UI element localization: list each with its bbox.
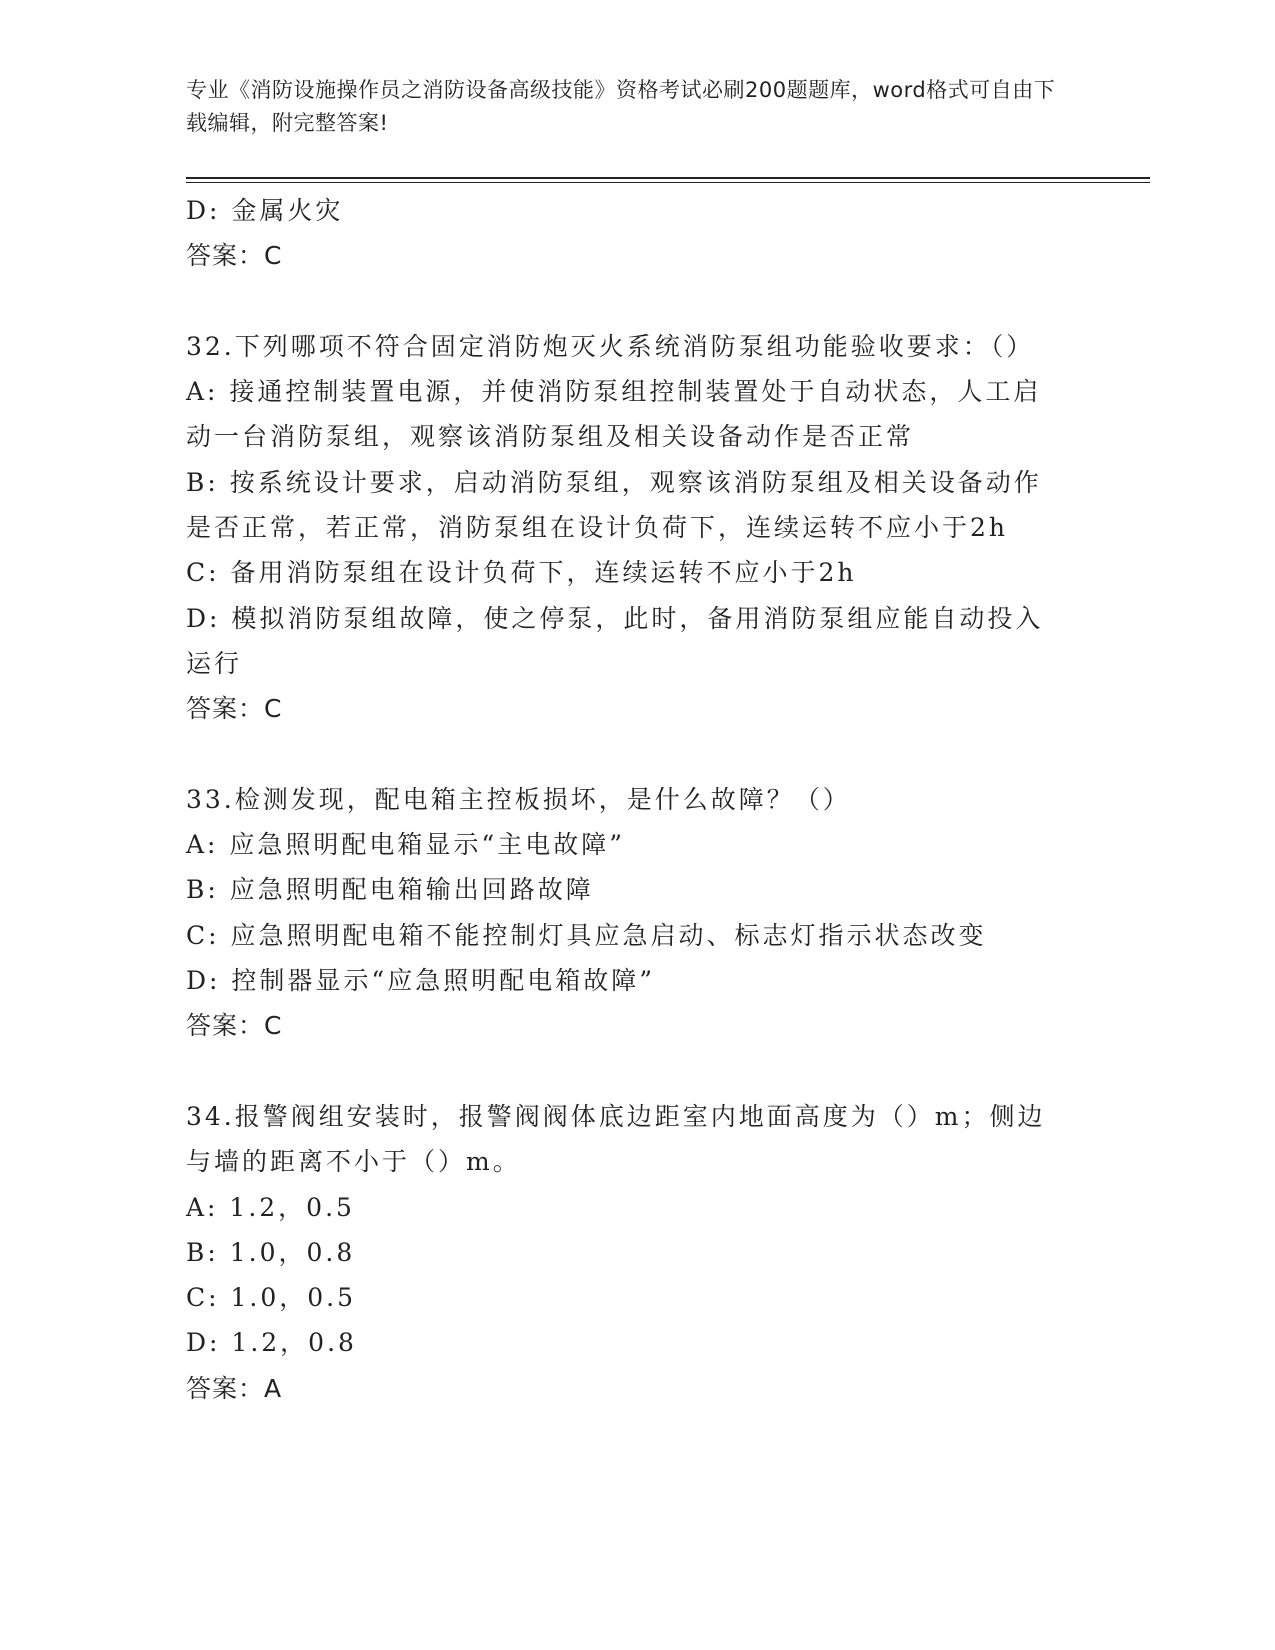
- question-stem: 33.检测发现，配电箱主控板损坏，是什么故障？（）: [186, 784, 851, 814]
- document-header: 专业《消防设施操作员之消防设备高级技能》资格考试必刷200题题库，word格式可自由下载编辑，附完整答案!: [186, 78, 1056, 135]
- question-stem: 32.下列哪项不符合固定消防炮灭火系统消防泵组功能验收要求：（）: [186, 331, 1035, 361]
- question-option-line: D: 控制器显示“应急照明配电箱故障”: [186, 966, 655, 996]
- question-option-line: C: 1.0，0.5: [186, 1283, 357, 1313]
- question-option-line: B: 1.0，0.8: [186, 1237, 356, 1267]
- header-rule-thick: [186, 177, 1150, 179]
- question-stem: 与墙的距离不小于（）m。: [186, 1147, 521, 1177]
- question-34: [186, 1094, 1086, 1411]
- question-answer: 答案：A: [186, 1373, 283, 1403]
- question-content: [186, 188, 1086, 1411]
- question-stem: 34.报警阀组安装时，报警阀阀体底边距室内地面高度为（）m；侧边: [186, 1101, 1046, 1131]
- question-answer: 答案：C: [186, 1011, 283, 1041]
- question-option-line: B: 按系统设计要求，启动消防泵组，观察该消防泵组及相关设备动作: [186, 467, 1042, 497]
- question-33: [186, 777, 1086, 1049]
- question-option-line: D: 模拟消防泵组故障，使之停泵，此时，备用消防泵组应能自动投入: [186, 603, 1044, 633]
- question-option-line: B: 应急照明配电箱输出回路故障: [186, 875, 594, 905]
- question-option-line: C: 应急照明配电箱不能控制灯具应急启动、标志灯指示状态改变: [186, 920, 987, 950]
- question-option-line: 动一台消防泵组，观察该消防泵组及相关设备动作是否正常: [186, 422, 915, 452]
- question-option-line: A: 接通控制装置电源，并使消防泵组控制装置处于自动状态，人工启: [186, 377, 1042, 407]
- spacer: [186, 1049, 1086, 1094]
- header-rule-thin: [186, 182, 1150, 183]
- question-answer: 答案：C: [186, 694, 283, 724]
- question-option-line: A: 应急照明配电箱显示“主电故障”: [186, 830, 625, 860]
- spacer: [186, 279, 1086, 324]
- question-32: [186, 324, 1086, 732]
- question-option-line: C: 备用消防泵组在设计负荷下，连续运转不应小于2h: [186, 558, 857, 588]
- question-option-line: A: 1.2，0.5: [186, 1192, 355, 1222]
- prev-option-d: D: 金属火灾: [186, 196, 344, 225]
- question-option-line: 是否正常，若正常，消防泵组在设计负荷下，连续运转不应小于2h: [186, 513, 1009, 543]
- prev-answer: 答案：C: [186, 241, 283, 271]
- question-option-line: D: 1.2，0.8: [186, 1328, 357, 1358]
- question-option-line: 运行: [186, 648, 243, 678]
- spacer: [186, 732, 1086, 777]
